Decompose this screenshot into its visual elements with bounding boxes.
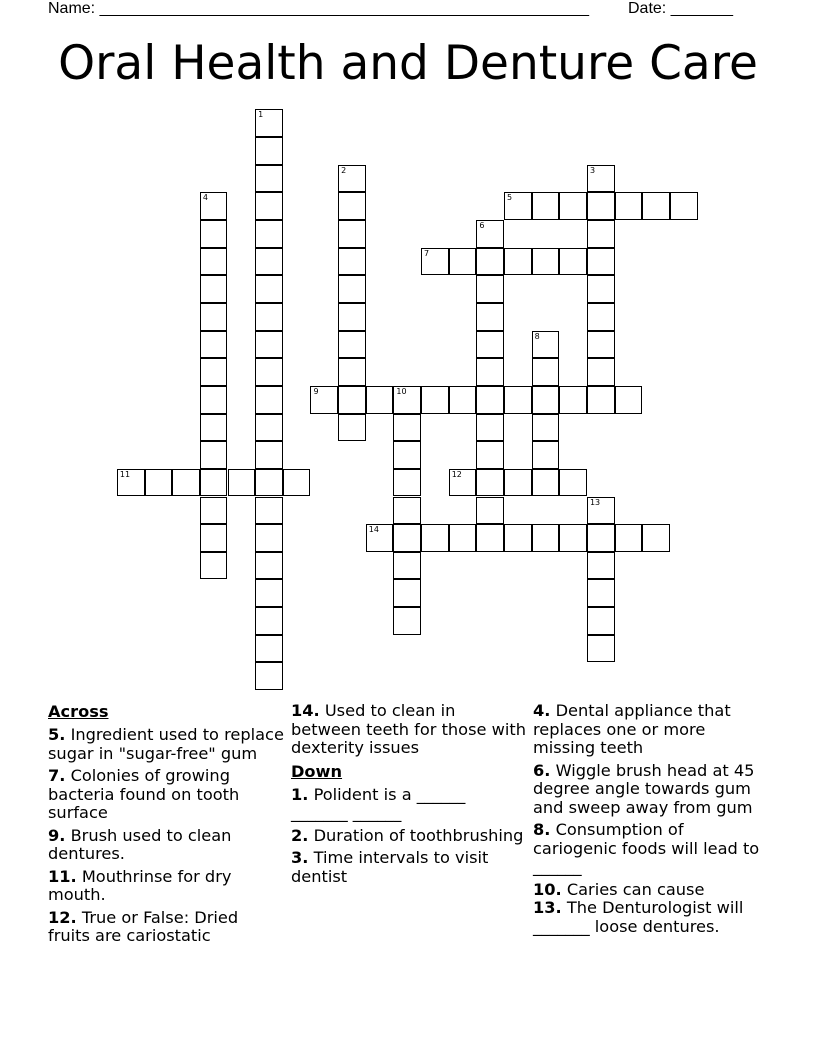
clue-number: 7. <box>48 766 66 785</box>
crossword-cell[interactable] <box>255 662 283 690</box>
crossword-cell[interactable] <box>200 248 228 276</box>
crossword-cell[interactable] <box>200 469 228 497</box>
crossword-cell[interactable] <box>200 220 228 248</box>
crossword-cell[interactable] <box>476 524 504 552</box>
clue-down-13 <box>533 899 769 936</box>
crossword-cell[interactable] <box>255 220 283 248</box>
crossword-cell[interactable] <box>255 192 283 220</box>
crossword-cell[interactable] <box>393 524 421 552</box>
clue-text: True or False: Dried fruits are cariostatic <box>48 907 239 945</box>
crossword-cell[interactable] <box>338 275 366 303</box>
name-field-label: Name: _______________________________________________________ <box>48 0 589 17</box>
crossword-cell[interactable] <box>255 524 283 552</box>
cell-number: 1 <box>258 110 264 120</box>
clue-number: 13. <box>533 898 562 917</box>
cell-number: 9 <box>313 386 319 396</box>
crossword-cell[interactable] <box>255 497 283 525</box>
clue-across-14 <box>291 702 527 758</box>
crossword-cell[interactable] <box>255 579 283 607</box>
crossword-cell[interactable] <box>393 469 421 497</box>
crossword-cell[interactable] <box>393 579 421 607</box>
crossword-cell[interactable] <box>587 220 615 248</box>
cell-number: 4 <box>202 193 208 203</box>
clue-number: 11. <box>48 866 77 886</box>
clue-down-1 <box>291 786 527 823</box>
crossword-cell[interactable] <box>476 441 504 469</box>
crossword-cell[interactable] <box>200 386 228 414</box>
crossword-cell[interactable] <box>421 386 449 414</box>
crossword-cell[interactable] <box>338 220 366 248</box>
clue-down-10 <box>533 881 769 900</box>
cell-number: 5 <box>507 193 513 203</box>
clue-across-7 <box>48 767 284 823</box>
cell-number: 7 <box>424 248 430 258</box>
crossword-cell[interactable] <box>476 469 504 497</box>
crossword-cell[interactable] <box>338 414 366 442</box>
crossword-cell[interactable] <box>587 331 615 359</box>
crossword-cell[interactable] <box>255 414 283 442</box>
clue-across-5 <box>48 726 284 763</box>
crossword-cell[interactable] <box>559 248 587 276</box>
cell-number: 13 <box>589 497 601 507</box>
crossword-cell[interactable] <box>559 469 587 497</box>
crossword-cell[interactable] <box>449 386 477 414</box>
crossword-cell[interactable] <box>172 469 200 497</box>
crossword-cell[interactable] <box>504 192 532 220</box>
clue-number: 12. <box>48 907 77 927</box>
crossword-cell[interactable] <box>587 386 615 414</box>
clue-text: Polident is a ______ _______ ______ <box>291 784 466 822</box>
crossword-cell[interactable] <box>504 469 532 497</box>
crossword-cell[interactable] <box>255 248 283 276</box>
crossword-cell[interactable] <box>642 192 670 220</box>
crossword-cell[interactable] <box>532 469 560 497</box>
crossword-cell[interactable] <box>255 275 283 303</box>
crossword-cell[interactable] <box>255 441 283 469</box>
crossword-cell[interactable] <box>449 469 477 497</box>
crossword-cell[interactable] <box>587 165 615 193</box>
crossword-cell[interactable] <box>338 386 366 414</box>
page-title: Oral Health and Denture Care <box>58 36 758 91</box>
crossword-cell[interactable] <box>200 331 228 359</box>
clue-text: Colonies of growing bacteria found on tooth surface <box>48 766 240 822</box>
clue-text: Caries can cause <box>561 879 705 899</box>
clue-across-12 <box>48 909 284 946</box>
crossword-cell[interactable] <box>532 358 560 386</box>
crossword-cell[interactable] <box>642 524 670 552</box>
clue-down-8 <box>533 821 769 877</box>
crossword-cell[interactable] <box>587 524 615 552</box>
clue-text: Wiggle brush head at 45 degree angle towards gum and sweep away from gum <box>533 760 755 817</box>
crossword-cell[interactable] <box>532 524 560 552</box>
crossword-cell[interactable] <box>476 414 504 442</box>
crossword-cell[interactable] <box>670 192 698 220</box>
crossword-cell[interactable] <box>255 165 283 193</box>
crossword-cell[interactable] <box>200 275 228 303</box>
crossword-cell[interactable] <box>338 331 366 359</box>
crossword-cell[interactable] <box>615 386 643 414</box>
crossword-cell[interactable] <box>532 192 560 220</box>
crossword-cell[interactable] <box>200 192 228 220</box>
crossword-cell[interactable] <box>476 303 504 331</box>
crossword-cell[interactable] <box>310 386 338 414</box>
clue-text: Mouthrinse for dry mouth. <box>48 866 232 904</box>
clue-down-6 <box>533 762 769 818</box>
crossword-cell[interactable] <box>338 192 366 220</box>
crossword-cell[interactable] <box>587 607 615 635</box>
crossword-cell[interactable] <box>393 414 421 442</box>
crossword-cell[interactable] <box>476 497 504 525</box>
crossword-cell[interactable] <box>366 386 394 414</box>
clue-text: Consumption of cariogenic foods will lead to ______ <box>533 820 760 876</box>
clue-text: Used to clean in between teeth for those with dexterity issues <box>291 701 526 757</box>
date-field-label: Date: _______ <box>628 0 733 17</box>
crossword-cell[interactable] <box>587 248 615 276</box>
crossword-cell[interactable] <box>504 524 532 552</box>
clue-text: Duration of toothbrushing <box>308 825 524 845</box>
cell-number: 6 <box>479 221 485 230</box>
clue-number: 14. <box>291 701 320 720</box>
crossword-cell[interactable] <box>421 248 449 276</box>
crossword-cell[interactable] <box>200 552 228 580</box>
crossword-cell[interactable] <box>393 386 421 414</box>
cell-number: 11 <box>119 469 131 479</box>
crossword-cell[interactable] <box>393 607 421 635</box>
crossword-cell[interactable] <box>532 441 560 469</box>
clue-number: 6. <box>533 760 551 780</box>
clue-number: 4. <box>533 701 551 720</box>
crossword-cell[interactable] <box>504 248 532 276</box>
clue-text: Ingredient used to replace sugar in "sugar-free" gum <box>48 725 284 763</box>
crossword-cell[interactable] <box>200 358 228 386</box>
clue-across-9 <box>48 827 284 864</box>
down-heading: Down <box>291 761 343 781</box>
crossword-cell[interactable] <box>200 497 228 525</box>
clue-number: 8. <box>533 820 551 839</box>
clues-column-2 <box>291 702 527 890</box>
crossword-cell[interactable] <box>532 386 560 414</box>
crossword-cell[interactable] <box>255 303 283 331</box>
clue-text: Brush used to clean dentures. <box>48 825 232 863</box>
crossword-cell[interactable] <box>255 469 283 497</box>
crossword-cell[interactable] <box>532 248 560 276</box>
clue-number: 1. <box>291 784 309 804</box>
crossword-cell[interactable] <box>476 358 504 386</box>
crossword-cell[interactable] <box>559 192 587 220</box>
crossword-cell[interactable] <box>338 248 366 276</box>
crossword-cell[interactable] <box>228 469 256 497</box>
crossword-cell[interactable] <box>255 137 283 165</box>
across-heading: Across <box>48 702 109 721</box>
crossword-cell[interactable] <box>145 469 173 497</box>
crossword-cell[interactable] <box>200 441 228 469</box>
crossword-cell[interactable] <box>255 552 283 580</box>
clue-text: The Denturologist will _______ loose dentures. <box>533 898 744 936</box>
crossword-cell[interactable] <box>117 469 145 497</box>
cell-number: 14 <box>368 525 379 535</box>
crossword-cell[interactable] <box>338 358 366 386</box>
crossword-cell[interactable] <box>587 358 615 386</box>
crossword-cell[interactable] <box>283 469 311 497</box>
crossword-cell[interactable] <box>393 497 421 525</box>
clue-across-11 <box>48 868 284 905</box>
crossword-cell[interactable] <box>449 248 477 276</box>
crossword-cell[interactable] <box>255 635 283 663</box>
crossword-cell[interactable] <box>393 552 421 580</box>
clue-text: Dental appliance that replaces one or more missing teeth <box>533 701 731 757</box>
crossword-cell[interactable] <box>338 303 366 331</box>
crossword-cell[interactable] <box>476 386 504 414</box>
crossword-cell[interactable] <box>200 303 228 331</box>
cell-number: 12 <box>451 469 462 479</box>
clues-column-1 <box>48 702 284 950</box>
crossword-cell[interactable] <box>532 414 560 442</box>
crossword-cell[interactable] <box>421 524 449 552</box>
clue-number: 9. <box>48 825 66 845</box>
crossword-cell[interactable] <box>393 441 421 469</box>
cell-number: 3 <box>589 165 596 175</box>
crossword-cell[interactable] <box>615 524 643 552</box>
crossword-cell[interactable] <box>587 303 615 331</box>
clue-down-3 <box>291 849 527 886</box>
crossword-cell[interactable] <box>587 635 615 663</box>
cell-number: 8 <box>534 331 540 341</box>
crossword-cell[interactable] <box>587 275 615 303</box>
crossword-cell[interactable] <box>587 552 615 580</box>
crossword-cell[interactable] <box>559 524 587 552</box>
crossword-cell[interactable] <box>200 524 228 552</box>
crossword-cell[interactable] <box>559 386 587 414</box>
crossword-cell[interactable] <box>587 497 615 525</box>
clue-text: Time intervals to visit dentist <box>291 848 489 886</box>
crossword-cell[interactable] <box>255 386 283 414</box>
crossword-cell[interactable] <box>476 275 504 303</box>
crossword-cell[interactable] <box>476 220 504 248</box>
clue-number: 5. <box>48 725 66 744</box>
cell-number: 2 <box>341 165 347 175</box>
crossword-cell[interactable] <box>476 331 504 359</box>
crossword-cell[interactable] <box>366 524 394 552</box>
crossword-cell[interactable] <box>200 414 228 442</box>
cell-number: 10 <box>396 386 407 396</box>
crossword-cell[interactable] <box>532 331 560 359</box>
crossword-cell[interactable] <box>255 607 283 635</box>
crossword-cell[interactable] <box>255 109 283 137</box>
crossword-cell[interactable] <box>476 248 504 276</box>
crossword-cell[interactable] <box>449 524 477 552</box>
clues-column-3 <box>533 702 769 940</box>
clue-down-2 <box>291 827 527 846</box>
crossword-cell[interactable] <box>587 192 615 220</box>
crossword-cell[interactable] <box>504 386 532 414</box>
crossword-cell[interactable] <box>615 192 643 220</box>
clue-number: 3. <box>291 848 309 867</box>
clue-number: 10. <box>533 879 562 899</box>
crossword-cell[interactable] <box>255 358 283 386</box>
clue-down-4 <box>533 702 769 758</box>
crossword-cell[interactable] <box>338 165 366 193</box>
crossword-cell[interactable] <box>255 331 283 359</box>
crossword-cell[interactable] <box>587 579 615 607</box>
clue-number: 2. <box>291 825 309 845</box>
